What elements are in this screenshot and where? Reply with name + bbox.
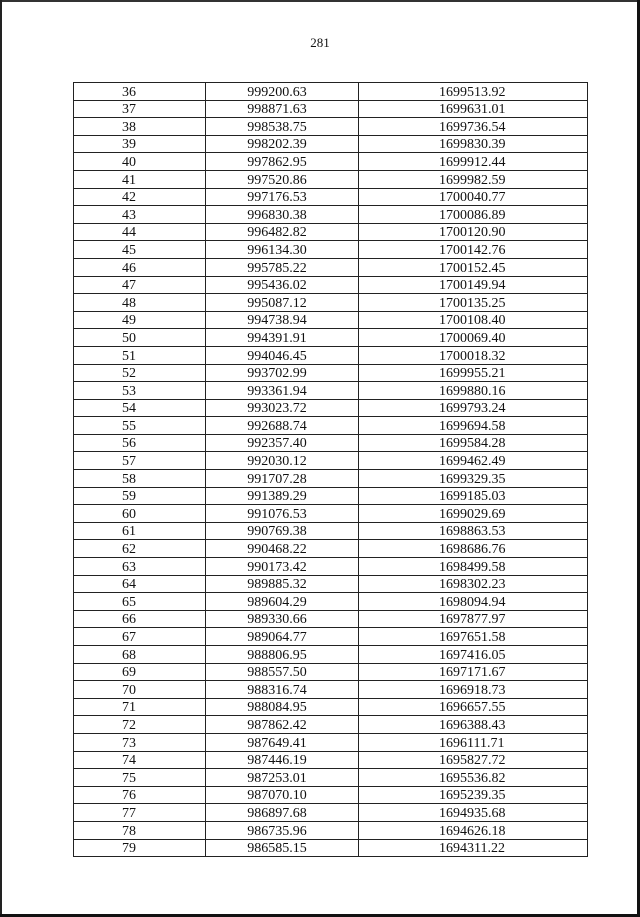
x-coordinate-cell: 989885.32 (206, 575, 359, 593)
table-row (74, 610, 588, 628)
x-coordinate-cell: 992688.74 (206, 417, 359, 435)
point-number-cell: 36 (74, 83, 206, 101)
x-coordinate-cell: 998871.63 (206, 100, 359, 118)
table-row (74, 698, 588, 716)
table-row (74, 575, 588, 593)
table-row (74, 170, 588, 188)
x-coordinate-cell: 995785.22 (206, 258, 359, 276)
y-coordinate-cell: 1700135.25 (359, 294, 588, 312)
x-coordinate-cell: 998202.39 (206, 135, 359, 153)
x-coordinate-cell: 988316.74 (206, 681, 359, 699)
table-row (74, 646, 588, 664)
point-number-cell: 63 (74, 558, 206, 576)
x-coordinate-cell: 998538.75 (206, 118, 359, 136)
x-coordinate-cell: 991389.29 (206, 487, 359, 505)
table-row (74, 241, 588, 259)
point-number-cell: 37 (74, 100, 206, 118)
y-coordinate-cell: 1700108.40 (359, 311, 588, 329)
y-coordinate-cell: 1699793.24 (359, 399, 588, 417)
y-coordinate-cell: 1699982.59 (359, 170, 588, 188)
point-number-cell: 65 (74, 593, 206, 611)
y-coordinate-cell: 1700120.90 (359, 223, 588, 241)
y-coordinate-cell: 1699329.35 (359, 470, 588, 488)
table-row (74, 558, 588, 576)
point-number-cell: 45 (74, 241, 206, 259)
x-coordinate-cell: 988557.50 (206, 663, 359, 681)
table-row (74, 100, 588, 118)
y-coordinate-cell: 1699830.39 (359, 135, 588, 153)
y-coordinate-cell: 1700069.40 (359, 329, 588, 347)
point-number-cell: 74 (74, 751, 206, 769)
x-coordinate-cell: 993702.99 (206, 364, 359, 382)
y-coordinate-cell: 1697877.97 (359, 610, 588, 628)
point-number-cell: 41 (74, 170, 206, 188)
point-number-cell: 75 (74, 769, 206, 787)
point-number-cell: 79 (74, 839, 206, 857)
point-number-cell: 54 (74, 399, 206, 417)
point-number-cell: 76 (74, 786, 206, 804)
x-coordinate-cell: 991076.53 (206, 505, 359, 523)
x-coordinate-cell: 988806.95 (206, 646, 359, 664)
table-row (74, 452, 588, 470)
table-row (74, 311, 588, 329)
y-coordinate-cell: 1698499.58 (359, 558, 588, 576)
x-coordinate-cell: 989064.77 (206, 628, 359, 646)
table-row (74, 346, 588, 364)
table-row (74, 804, 588, 822)
y-coordinate-cell: 1694626.18 (359, 821, 588, 839)
page-number: 281 (310, 35, 330, 50)
y-coordinate-cell: 1698686.76 (359, 540, 588, 558)
x-coordinate-cell: 986735.96 (206, 821, 359, 839)
table-row (74, 223, 588, 241)
y-coordinate-cell: 1698094.94 (359, 593, 588, 611)
table-row (74, 716, 588, 734)
table-row (74, 769, 588, 787)
table-row (74, 153, 588, 171)
x-coordinate-cell: 996830.38 (206, 206, 359, 224)
table-row (74, 294, 588, 312)
point-number-cell: 58 (74, 470, 206, 488)
x-coordinate-cell: 997520.86 (206, 170, 359, 188)
scan-border-top (0, 0, 640, 2)
x-coordinate-cell: 990468.22 (206, 540, 359, 558)
x-coordinate-cell: 990173.42 (206, 558, 359, 576)
point-number-cell: 62 (74, 540, 206, 558)
table-row (74, 821, 588, 839)
y-coordinate-cell: 1700086.89 (359, 206, 588, 224)
point-number-cell: 47 (74, 276, 206, 294)
table-row (74, 628, 588, 646)
point-number-cell: 42 (74, 188, 206, 206)
table-row (74, 206, 588, 224)
y-coordinate-cell: 1699029.69 (359, 505, 588, 523)
point-number-cell: 70 (74, 681, 206, 699)
x-coordinate-cell: 990769.38 (206, 522, 359, 540)
y-coordinate-cell: 1699736.54 (359, 118, 588, 136)
table-row (74, 593, 588, 611)
y-coordinate-cell: 1699880.16 (359, 382, 588, 400)
y-coordinate-cell: 1699631.01 (359, 100, 588, 118)
point-number-cell: 51 (74, 346, 206, 364)
point-number-cell: 44 (74, 223, 206, 241)
point-number-cell: 50 (74, 329, 206, 347)
y-coordinate-cell: 1699694.58 (359, 417, 588, 435)
point-number-cell: 68 (74, 646, 206, 664)
table-row (74, 399, 588, 417)
x-coordinate-cell: 996134.30 (206, 241, 359, 259)
x-coordinate-cell: 994046.45 (206, 346, 359, 364)
table-row (74, 258, 588, 276)
y-coordinate-cell: 1699185.03 (359, 487, 588, 505)
point-number-cell: 52 (74, 364, 206, 382)
table-row (74, 487, 588, 505)
x-coordinate-cell: 996482.82 (206, 223, 359, 241)
y-coordinate-cell: 1695536.82 (359, 769, 588, 787)
x-coordinate-cell: 987446.19 (206, 751, 359, 769)
table-row (74, 118, 588, 136)
table-row (74, 522, 588, 540)
point-number-cell: 73 (74, 733, 206, 751)
y-coordinate-cell: 1699462.49 (359, 452, 588, 470)
point-number-cell: 59 (74, 487, 206, 505)
point-number-cell: 56 (74, 434, 206, 452)
x-coordinate-cell: 991707.28 (206, 470, 359, 488)
table-row (74, 751, 588, 769)
y-coordinate-cell: 1700018.32 (359, 346, 588, 364)
y-coordinate-cell: 1700152.45 (359, 258, 588, 276)
table-row (74, 417, 588, 435)
point-number-cell: 57 (74, 452, 206, 470)
y-coordinate-cell: 1696918.73 (359, 681, 588, 699)
x-coordinate-cell: 993023.72 (206, 399, 359, 417)
table-row (74, 364, 588, 382)
x-coordinate-cell: 994738.94 (206, 311, 359, 329)
y-coordinate-cell: 1699955.21 (359, 364, 588, 382)
x-coordinate-cell: 993361.94 (206, 382, 359, 400)
point-number-cell: 38 (74, 118, 206, 136)
x-coordinate-cell: 987862.42 (206, 716, 359, 734)
point-number-cell: 64 (74, 575, 206, 593)
y-coordinate-cell: 1694311.22 (359, 839, 588, 857)
y-coordinate-cell: 1698302.23 (359, 575, 588, 593)
table-row (74, 470, 588, 488)
point-number-cell: 66 (74, 610, 206, 628)
point-number-cell: 71 (74, 698, 206, 716)
table-row (74, 839, 588, 857)
table-row (74, 434, 588, 452)
scan-border-left (0, 0, 2, 917)
point-number-cell: 61 (74, 522, 206, 540)
x-coordinate-cell: 986897.68 (206, 804, 359, 822)
y-coordinate-cell: 1695239.35 (359, 786, 588, 804)
table-row (74, 188, 588, 206)
point-number-cell: 40 (74, 153, 206, 171)
table-row (74, 135, 588, 153)
point-number-cell: 78 (74, 821, 206, 839)
point-number-cell: 69 (74, 663, 206, 681)
table-row (74, 786, 588, 804)
y-coordinate-cell: 1700040.77 (359, 188, 588, 206)
x-coordinate-cell: 994391.91 (206, 329, 359, 347)
x-coordinate-cell: 995087.12 (206, 294, 359, 312)
table-row (74, 540, 588, 558)
y-coordinate-cell: 1699912.44 (359, 153, 588, 171)
point-number-cell: 67 (74, 628, 206, 646)
x-coordinate-cell: 992030.12 (206, 452, 359, 470)
y-coordinate-cell: 1696388.43 (359, 716, 588, 734)
point-number-cell: 49 (74, 311, 206, 329)
table-row (74, 329, 588, 347)
x-coordinate-cell: 999200.63 (206, 83, 359, 101)
y-coordinate-cell: 1698863.53 (359, 522, 588, 540)
y-coordinate-cell: 1696111.71 (359, 733, 588, 751)
x-coordinate-cell: 997176.53 (206, 188, 359, 206)
y-coordinate-cell: 1695827.72 (359, 751, 588, 769)
point-number-cell: 53 (74, 382, 206, 400)
point-number-cell: 77 (74, 804, 206, 822)
x-coordinate-cell: 986585.15 (206, 839, 359, 857)
y-coordinate-cell: 1697171.67 (359, 663, 588, 681)
coordinate-table (73, 82, 588, 857)
x-coordinate-cell: 989604.29 (206, 593, 359, 611)
y-coordinate-cell: 1700142.76 (359, 241, 588, 259)
x-coordinate-cell: 987070.10 (206, 786, 359, 804)
point-number-cell: 55 (74, 417, 206, 435)
y-coordinate-cell: 1697416.05 (359, 646, 588, 664)
y-coordinate-cell: 1699584.28 (359, 434, 588, 452)
x-coordinate-cell: 995436.02 (206, 276, 359, 294)
x-coordinate-cell: 987649.41 (206, 733, 359, 751)
point-number-cell: 72 (74, 716, 206, 734)
table-row (74, 681, 588, 699)
table-row (74, 276, 588, 294)
point-number-cell: 43 (74, 206, 206, 224)
x-coordinate-cell: 989330.66 (206, 610, 359, 628)
point-number-cell: 48 (74, 294, 206, 312)
y-coordinate-cell: 1697651.58 (359, 628, 588, 646)
y-coordinate-cell: 1696657.55 (359, 698, 588, 716)
table-row (74, 733, 588, 751)
point-number-cell: 60 (74, 505, 206, 523)
table-row (74, 382, 588, 400)
y-coordinate-cell: 1699513.92 (359, 83, 588, 101)
table-row (74, 83, 588, 101)
x-coordinate-cell: 997862.95 (206, 153, 359, 171)
x-coordinate-cell: 992357.40 (206, 434, 359, 452)
point-number-cell: 46 (74, 258, 206, 276)
coordinate-table-body (74, 83, 588, 857)
y-coordinate-cell: 1694935.68 (359, 804, 588, 822)
x-coordinate-cell: 988084.95 (206, 698, 359, 716)
x-coordinate-cell: 987253.01 (206, 769, 359, 787)
table-row (74, 505, 588, 523)
point-number-cell: 39 (74, 135, 206, 153)
table-row (74, 663, 588, 681)
y-coordinate-cell: 1700149.94 (359, 276, 588, 294)
